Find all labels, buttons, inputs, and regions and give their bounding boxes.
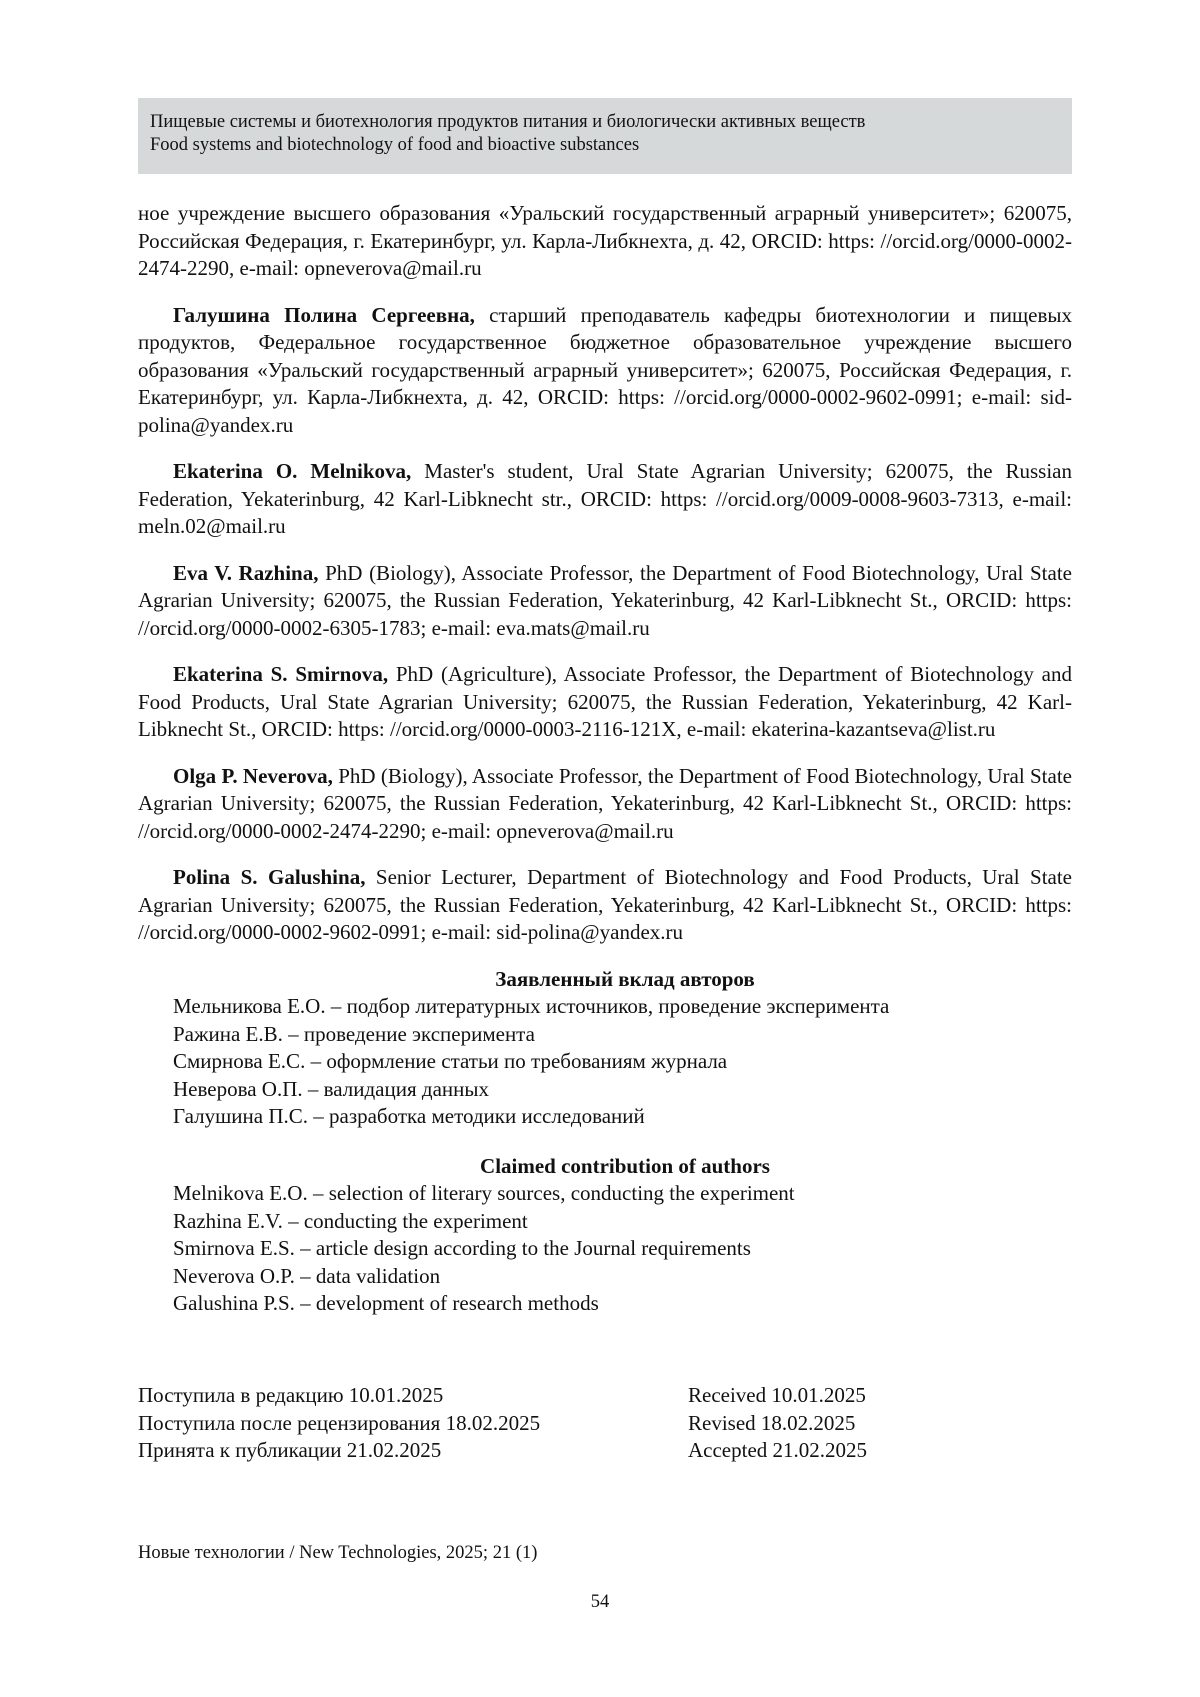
contribution-ru-section: [138, 966, 1072, 1131]
author-info-razhina-en: [138, 560, 1072, 643]
list-item: Смирнова Е.С. – оформление статьи по требованиям журнала: [173, 1049, 728, 1073]
author-name: Olga P. Neverova,: [173, 763, 333, 788]
list-item: Neverova O.P. – data validation: [173, 1263, 441, 1288]
author-details: старший преподаватель кафедры биотехнологии и пищевых продуктов, Федеральное государственное бюджетное образовательное учреждение высшего образования «Уральский государственный аграрный университет»; 620075, Российская Федерация, г. Екатеринбург, ул. Карла-Либкнехта, д. 42, ORCID: https: //orcid.org/0000-0002-9602-0991; e-mail: sid-polina@yandex.ru: [138, 302, 1073, 437]
journal-footer: Новые технологии / New Technologies, 2025; 21 (1): [138, 1543, 538, 1563]
list-item: Smirnova E.S. – article design according to the Journal requirements: [173, 1236, 751, 1260]
author-details: PhD (Agriculture), Associate Professor, the Department of Biotechnology and Food Products, Ural State Agrarian University; 620075, the Russian Federation, Yekaterinburg, 42 Karl-Libknecht St., ORCID: https: //orcid.org/0000-0003-2116-121X, e-mail: ekaterina-kazantseva@list.ru: [138, 662, 1072, 741]
author-details: PhD (Biology), Associate Professor, the Department of Food Biotechnology, Ural State Agrarian University; 620075, the Russian Federation, Yekaterinburg, 42 Karl-Libknecht St., ORCID: https: //orcid.org/0000-0002-6305-1783; e-mail: eva.mats@mail.ru: [138, 560, 1072, 640]
contribution-en-section: [138, 1153, 1072, 1318]
header-title-ru: Пищевые системы и биотехнология продуктов питания и биологически активных веществ: [150, 112, 866, 132]
author-details: PhD (Biology), Associate Professor, the Department of Food Biotechnology, Ural State Agrarian University; 620075, the Russian Federation, Yekaterinburg, 42 Karl-Libknecht St., ORCID: https: //orcid.org/0000-0002-2474-2290; e-mail: opneverova@mail.ru: [138, 763, 1072, 843]
contribution-ru-list: [138, 993, 1072, 1131]
header-title-en: Food systems and biotechnology of food and bioactive substances: [150, 135, 640, 155]
date-received-ru: Поступила в редакцию 10.01.2025: [138, 1383, 444, 1407]
list-item: Melnikova E.O. – selection of literary sources, conducting the experiment: [173, 1181, 795, 1205]
date-revised-en: Revised 18.02.2025: [688, 1410, 856, 1435]
date-accepted-ru: Принята к публикации 21.02.2025: [138, 1438, 442, 1462]
author-details: Senior Lecturer, Department of Biotechnology and Food Products, Ural State Agrarian University; 620075, the Russian Federation, Yekaterinburg, 42 Karl-Libknecht St., ORCID: https: //orcid.org/0000-0002-9602-0991; e-mail: sid-polina@yandex.ru: [138, 865, 1072, 944]
running-header: [138, 98, 1072, 174]
list-item: Галушина П.С. – разработка методики исследований: [173, 1104, 645, 1128]
date-received-en: Received 10.01.2025: [688, 1383, 866, 1407]
author-info-neverova-en: [138, 763, 1072, 846]
author-info-smirnova-en: [138, 661, 1072, 744]
date-revised-ru: Поступила после рецензирования 18.02.2025: [138, 1410, 541, 1435]
page-number: 54: [590, 1592, 610, 1612]
contribution-en-title: Claimed contribution of authors: [480, 1153, 770, 1178]
article-body: [138, 200, 1072, 1340]
author-name: Ekaterina S. Smirnova,: [173, 662, 389, 686]
contribution-ru-title: Заявленный вклад авторов: [495, 966, 755, 991]
contribution-en-list: [138, 1180, 1072, 1318]
dates-ru: [138, 1382, 540, 1465]
author-info-galushina-en: [138, 864, 1072, 947]
author-info-galushina-ru: [138, 302, 1072, 440]
author-info-melnikova-en: [138, 458, 1072, 541]
paragraph-text: ное учреждение высшего образования «Уральский государственный аграрный университет»; 620075, Российская Федерация, г. Екатеринбург, ул. Карла-Либкнехта, д. 42, ORCID: https: //orcid.org/0000-0002-2474-2290, e-mail: opneverova@mail.ru: [138, 201, 1072, 280]
list-item: Razhina E.V. – conducting the experiment: [173, 1208, 528, 1233]
dates-en: [688, 1382, 867, 1465]
author-details: Master's student, Ural State Agrarian University; 620075, the Russian Federation, Yekaterinburg, 42 Karl-Libknecht str., ORCID: https: //orcid.org/0009-0008-9603-7313, e-mail: meln.02@mail.ru: [138, 459, 1073, 538]
list-item: Неверова О.П. – валидация данных: [173, 1076, 489, 1101]
list-item: Ражина Е.В. – проведение эксперимента: [173, 1021, 535, 1046]
date-accepted-en: Accepted 21.02.2025: [688, 1438, 868, 1462]
list-item: Мельникова Е.О. – подбор литературных источников, проведение эксперимента: [173, 994, 890, 1018]
author-name: Галушина Полина Сергеевна,: [173, 302, 475, 327]
author-name: Eva V. Razhina,: [173, 560, 319, 585]
author-info-continued: [138, 200, 1072, 283]
list-item: Galushina P.S. – development of research methods: [173, 1291, 599, 1315]
author-name: Polina S. Galushina,: [173, 865, 366, 889]
author-name: Ekaterina O. Melnikova,: [173, 459, 412, 483]
